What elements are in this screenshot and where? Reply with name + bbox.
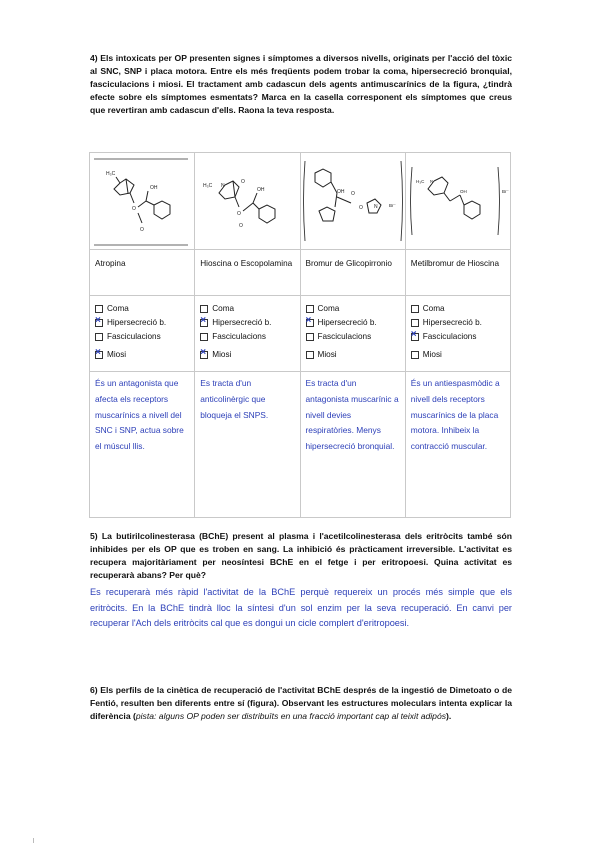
symptom-checkbox-row[interactable] — [200, 330, 294, 344]
question-6 — [90, 684, 512, 723]
explanation-glycopyrronium: Es tracta d'un antagonista muscarínic a nivell devies respiratòries. Menys hipersecreció bronquial. — [300, 372, 405, 518]
symptom-label: Coma — [212, 304, 235, 314]
atropine-structure-image — [90, 153, 194, 249]
svg-text:OH: OH — [257, 187, 265, 193]
question-6-hint: pista: alguns OP poden ser distribuïts en una fracció important cap al teixit adipós — [135, 711, 447, 721]
checklist-glycopyrronium — [300, 296, 405, 372]
unchecked-checkbox[interactable] — [200, 305, 208, 313]
symptom-checkbox-row[interactable] — [95, 302, 189, 316]
symptom-label: Fasciculacions — [212, 332, 266, 342]
question-6-number: 6) — [90, 685, 98, 695]
question-5 — [90, 530, 512, 582]
page-mark — [33, 838, 34, 843]
symptom-label: Coma — [422, 304, 445, 314]
drug-name-glycopyrronium: Bromur de Glicopirronio — [300, 250, 405, 296]
symptom-checkbox-row[interactable] — [306, 348, 400, 362]
checklist-atropine — [90, 296, 195, 372]
symptom-checkbox-row[interactable] — [411, 316, 505, 330]
svg-text:OH: OH — [459, 189, 467, 194]
svg-text:OH: OH — [150, 185, 158, 191]
question-5-number: 5) — [90, 531, 98, 541]
drug-name-hyoscine: Hioscina o Escopolamina — [195, 250, 300, 296]
unchecked-checkbox[interactable] — [306, 305, 314, 313]
svg-text:N: N — [221, 183, 225, 189]
checked-checkbox[interactable] — [306, 319, 314, 327]
unchecked-checkbox[interactable] — [411, 305, 419, 313]
svg-text:O: O — [358, 205, 363, 211]
svg-text:Br⁻: Br⁻ — [501, 189, 509, 194]
symptom-label: Coma — [317, 304, 340, 314]
checked-checkbox[interactable] — [200, 351, 208, 359]
answer-5: Es recuperarà més ràpid l'activitat de la BChE perquè requereix un procés més simple que els eritròcits. En la BChE tindrà lloc la síntesi d'un sol enzim per la seva recuperació. En canvi per recuperar l'Ach dels eritròcits cal que es dongui un cicle complert d'eritropoesi. — [90, 587, 512, 628]
question-4 — [90, 52, 512, 117]
unchecked-checkbox[interactable] — [411, 319, 419, 327]
symptom-label: Fasciculacions — [422, 332, 477, 342]
question-6-text-end: ). — [446, 711, 452, 721]
symptom-checkbox-row[interactable] — [306, 316, 400, 330]
glycopyrronium-structure-image — [301, 153, 405, 249]
symptom-checkbox-row[interactable] — [411, 348, 505, 362]
checked-checkbox[interactable] — [95, 351, 103, 359]
svg-text:O: O — [241, 179, 246, 185]
drug-name-methylscopolamine: Metilbromur de Hioscina — [405, 250, 510, 296]
structure-cell-atropine — [90, 153, 195, 250]
unchecked-checkbox[interactable] — [200, 333, 208, 341]
svg-text:N: N — [373, 204, 378, 210]
hyoscine-structure-image — [195, 153, 299, 249]
structure-cell-glycopyrronium — [300, 153, 405, 250]
drug-name-atropine: Atropina — [90, 250, 195, 296]
structure-cell-hyoscine — [195, 153, 300, 250]
unchecked-checkbox[interactable] — [95, 333, 103, 341]
symptom-checkbox-row[interactable] — [95, 330, 189, 344]
symptom-checkbox-row[interactable] — [95, 316, 189, 330]
symptom-label: Hipersecreció b. — [107, 318, 167, 328]
question-6-text: Els perfils de la cinètica de recuperació de l'activitat BChE després de la ingestió de Dimetoato o de Fentió, resulten ben diferents entre sí (figura). Observant les estructures moleculars intenta explicar la diferència ( — [90, 685, 512, 721]
symptom-label: Hipersecreció b. — [422, 318, 482, 328]
symptom-checkbox-row[interactable] — [200, 302, 294, 316]
symptom-label: Miosi — [212, 350, 232, 360]
symptom-checkbox-row[interactable] — [411, 302, 505, 316]
symptom-label: Coma — [107, 304, 129, 314]
checked-checkbox[interactable] — [411, 333, 419, 341]
svg-text:H₃C: H₃C — [415, 179, 425, 184]
unchecked-checkbox[interactable] — [95, 305, 103, 313]
symptom-label: Fasciculacions — [317, 332, 372, 342]
symptom-checkbox-row[interactable] — [306, 302, 400, 316]
svg-text:O: O — [237, 211, 242, 217]
symptom-label: Hipersecreció b. — [212, 318, 272, 328]
svg-text:N: N — [429, 179, 433, 184]
svg-text:OH: OH — [336, 189, 344, 195]
symptom-checkbox-row[interactable] — [95, 348, 189, 362]
checked-checkbox[interactable] — [200, 319, 208, 327]
unchecked-checkbox[interactable] — [306, 333, 314, 341]
symptom-checkbox-row[interactable] — [411, 330, 505, 344]
svg-text:H₃C: H₃C — [203, 183, 213, 189]
structure-cell-methylscopolamine — [405, 153, 510, 250]
svg-text:O: O — [350, 191, 355, 197]
explanation-atropine: És un antagonista que afecta els receptors muscarínics a nivell del SNC i SNP, actua sobre el múscul llis. — [90, 372, 195, 518]
question-4-text: Els intoxicats per OP presenten signes i símptomes a diversos nivells, originats per l'acció del tòxic al SNC, SNP i placa motora. Entre els més freqüents podem trobar la coma, hipersecreció bronquial, fasciculacions i miosi. El tractament amb cadascun dels agents antimuscarínics de la figura, ¿tindrà efecte sobre els símptomes esmentats? Marca en la casella corresponent els símptomes que creus que revertiran amb cadascun d'ells. Raona la teva resposta. — [90, 53, 513, 115]
symptom-checkbox-row[interactable] — [200, 316, 294, 330]
svg-text:H₃C: H₃C — [106, 171, 116, 177]
symptom-checkbox-row[interactable] — [200, 348, 294, 362]
explanation-hyoscine: Es tracta d'un anticolinèrgic que bloqueja el SNPS. — [195, 372, 300, 518]
symptom-label: Fasciculacions — [107, 332, 161, 342]
svg-text:Br⁻: Br⁻ — [388, 203, 396, 208]
drug-table — [89, 152, 511, 518]
unchecked-checkbox[interactable] — [306, 351, 314, 359]
checked-checkbox[interactable] — [95, 319, 103, 327]
checklist-hyoscine — [195, 296, 300, 372]
checklist-methylscopolamine — [405, 296, 510, 372]
symptom-label: Miosi — [422, 350, 442, 360]
question-5-text: La butirilcolinesterasa (BChE) present al plasma i l'acetilcolinesterasa dels eritròcits també són inhibides per els OP que es troben en sang. La inhibició és pràcticament irreversible. L'activitat es recupera majoritàriament per neosíntesi BChE en el fetge i per eritropoesi. Quina activitat es recuperarà abans? Per què? — [90, 531, 512, 580]
methylscopolamine-structure-image — [406, 153, 510, 249]
explanation-methylscopolamine: És un antiespasmòdic a nivell dels receptors muscarínics de la placa motora. Inhibeix la contracció muscular. — [405, 372, 510, 518]
svg-text:O: O — [132, 206, 136, 212]
symptom-label: Miosi — [107, 350, 127, 360]
symptom-label: Hipersecreció b. — [317, 318, 377, 328]
question-4-number: 4) — [90, 53, 98, 63]
unchecked-checkbox[interactable] — [411, 351, 419, 359]
svg-text:O: O — [140, 227, 144, 233]
symptom-label: Miosi — [317, 350, 337, 360]
svg-text:O: O — [239, 223, 244, 229]
symptom-checkbox-row[interactable] — [306, 330, 400, 344]
